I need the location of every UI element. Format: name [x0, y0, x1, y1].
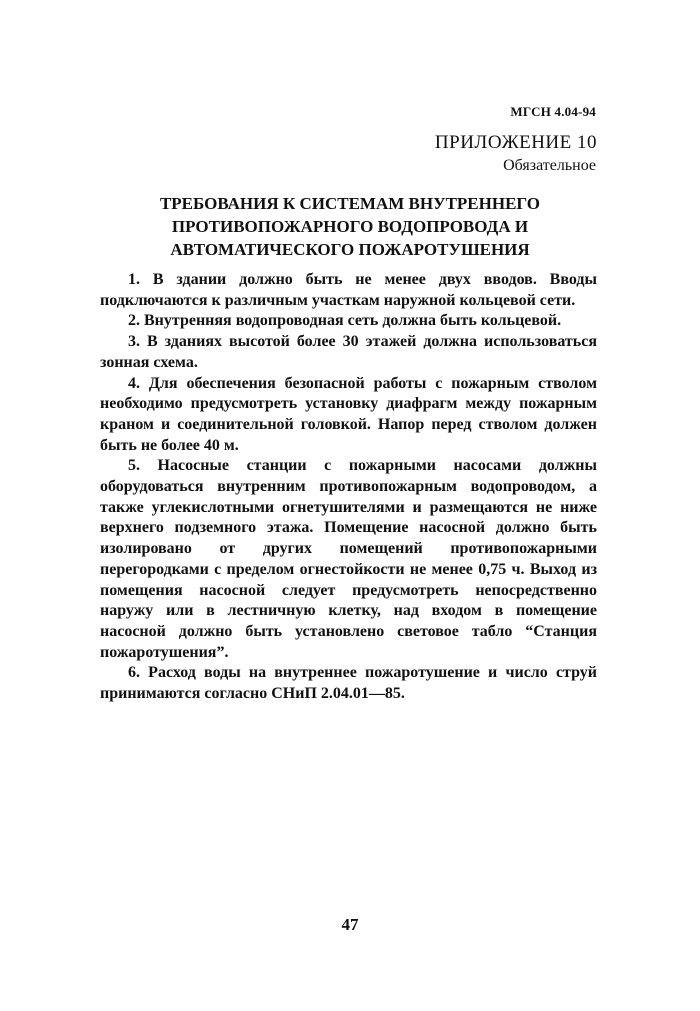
appendix-status: Обязательное: [503, 157, 596, 174]
paragraph-1: 1. В здании должно быть не менее двух вводов. Вводы подключаются к различным участкам наружной кольцевой сети.: [100, 271, 597, 309]
section-title: [100, 192, 600, 261]
paragraph-4: 4. Для обеспечения безопасной работы с пожарным стволом необходимо предусмотреть установку диафрагм между пожарным краном и соединительной головкой. Напор перед стволом должен быть не более 40 м.: [100, 374, 597, 454]
title-line: ПРОТИВОПОЖАРНОГО ВОДОПРОВОДА И: [171, 217, 529, 236]
title-line: ТРЕБОВАНИЯ К СИСТЕМАМ ВНУТРЕННЕГО: [159, 194, 541, 213]
appendix-heading: ПРИЛОЖЕНИЕ 10: [434, 132, 597, 153]
paragraph-2: 2. Внутренняя водопроводная сеть должна быть кольцевой.: [128, 312, 562, 330]
title-line: АВТОМАТИЧЕСКОГО ПОЖАРОТУШЕНИЯ: [170, 240, 530, 259]
body-text: [100, 270, 597, 705]
page-number: 47: [341, 915, 359, 934]
paragraph-6: 6. Расход воды на внутреннее пожаротушение и число струй принимаются согласно СНиП 2.04.01—85.: [100, 664, 597, 703]
paragraph-5: 5. Насосные станции с пожарными насосами должны оборудоваться внутренним противопожарным водопроводом, а также углекислотными огнетушителями и размещаются не ниже верхнего подземного этажа. Помещение насосной должно быть изолировано от других помещений противопожарными перегородками с пределом огнестойкости не менее 0,75 ч. Выход из помещения насосной следует предусмотреть непосредственно наружу или в лестничную клетку, над входом в помещение насосной должно быть установлено световое табло “Станция пожаротушения”.: [100, 457, 597, 661]
document-code: МГСН 4.04-94: [510, 104, 596, 119]
paragraph-3: 3. В зданиях высотой более 30 этажей должна использоваться зонная схема.: [100, 333, 597, 371]
